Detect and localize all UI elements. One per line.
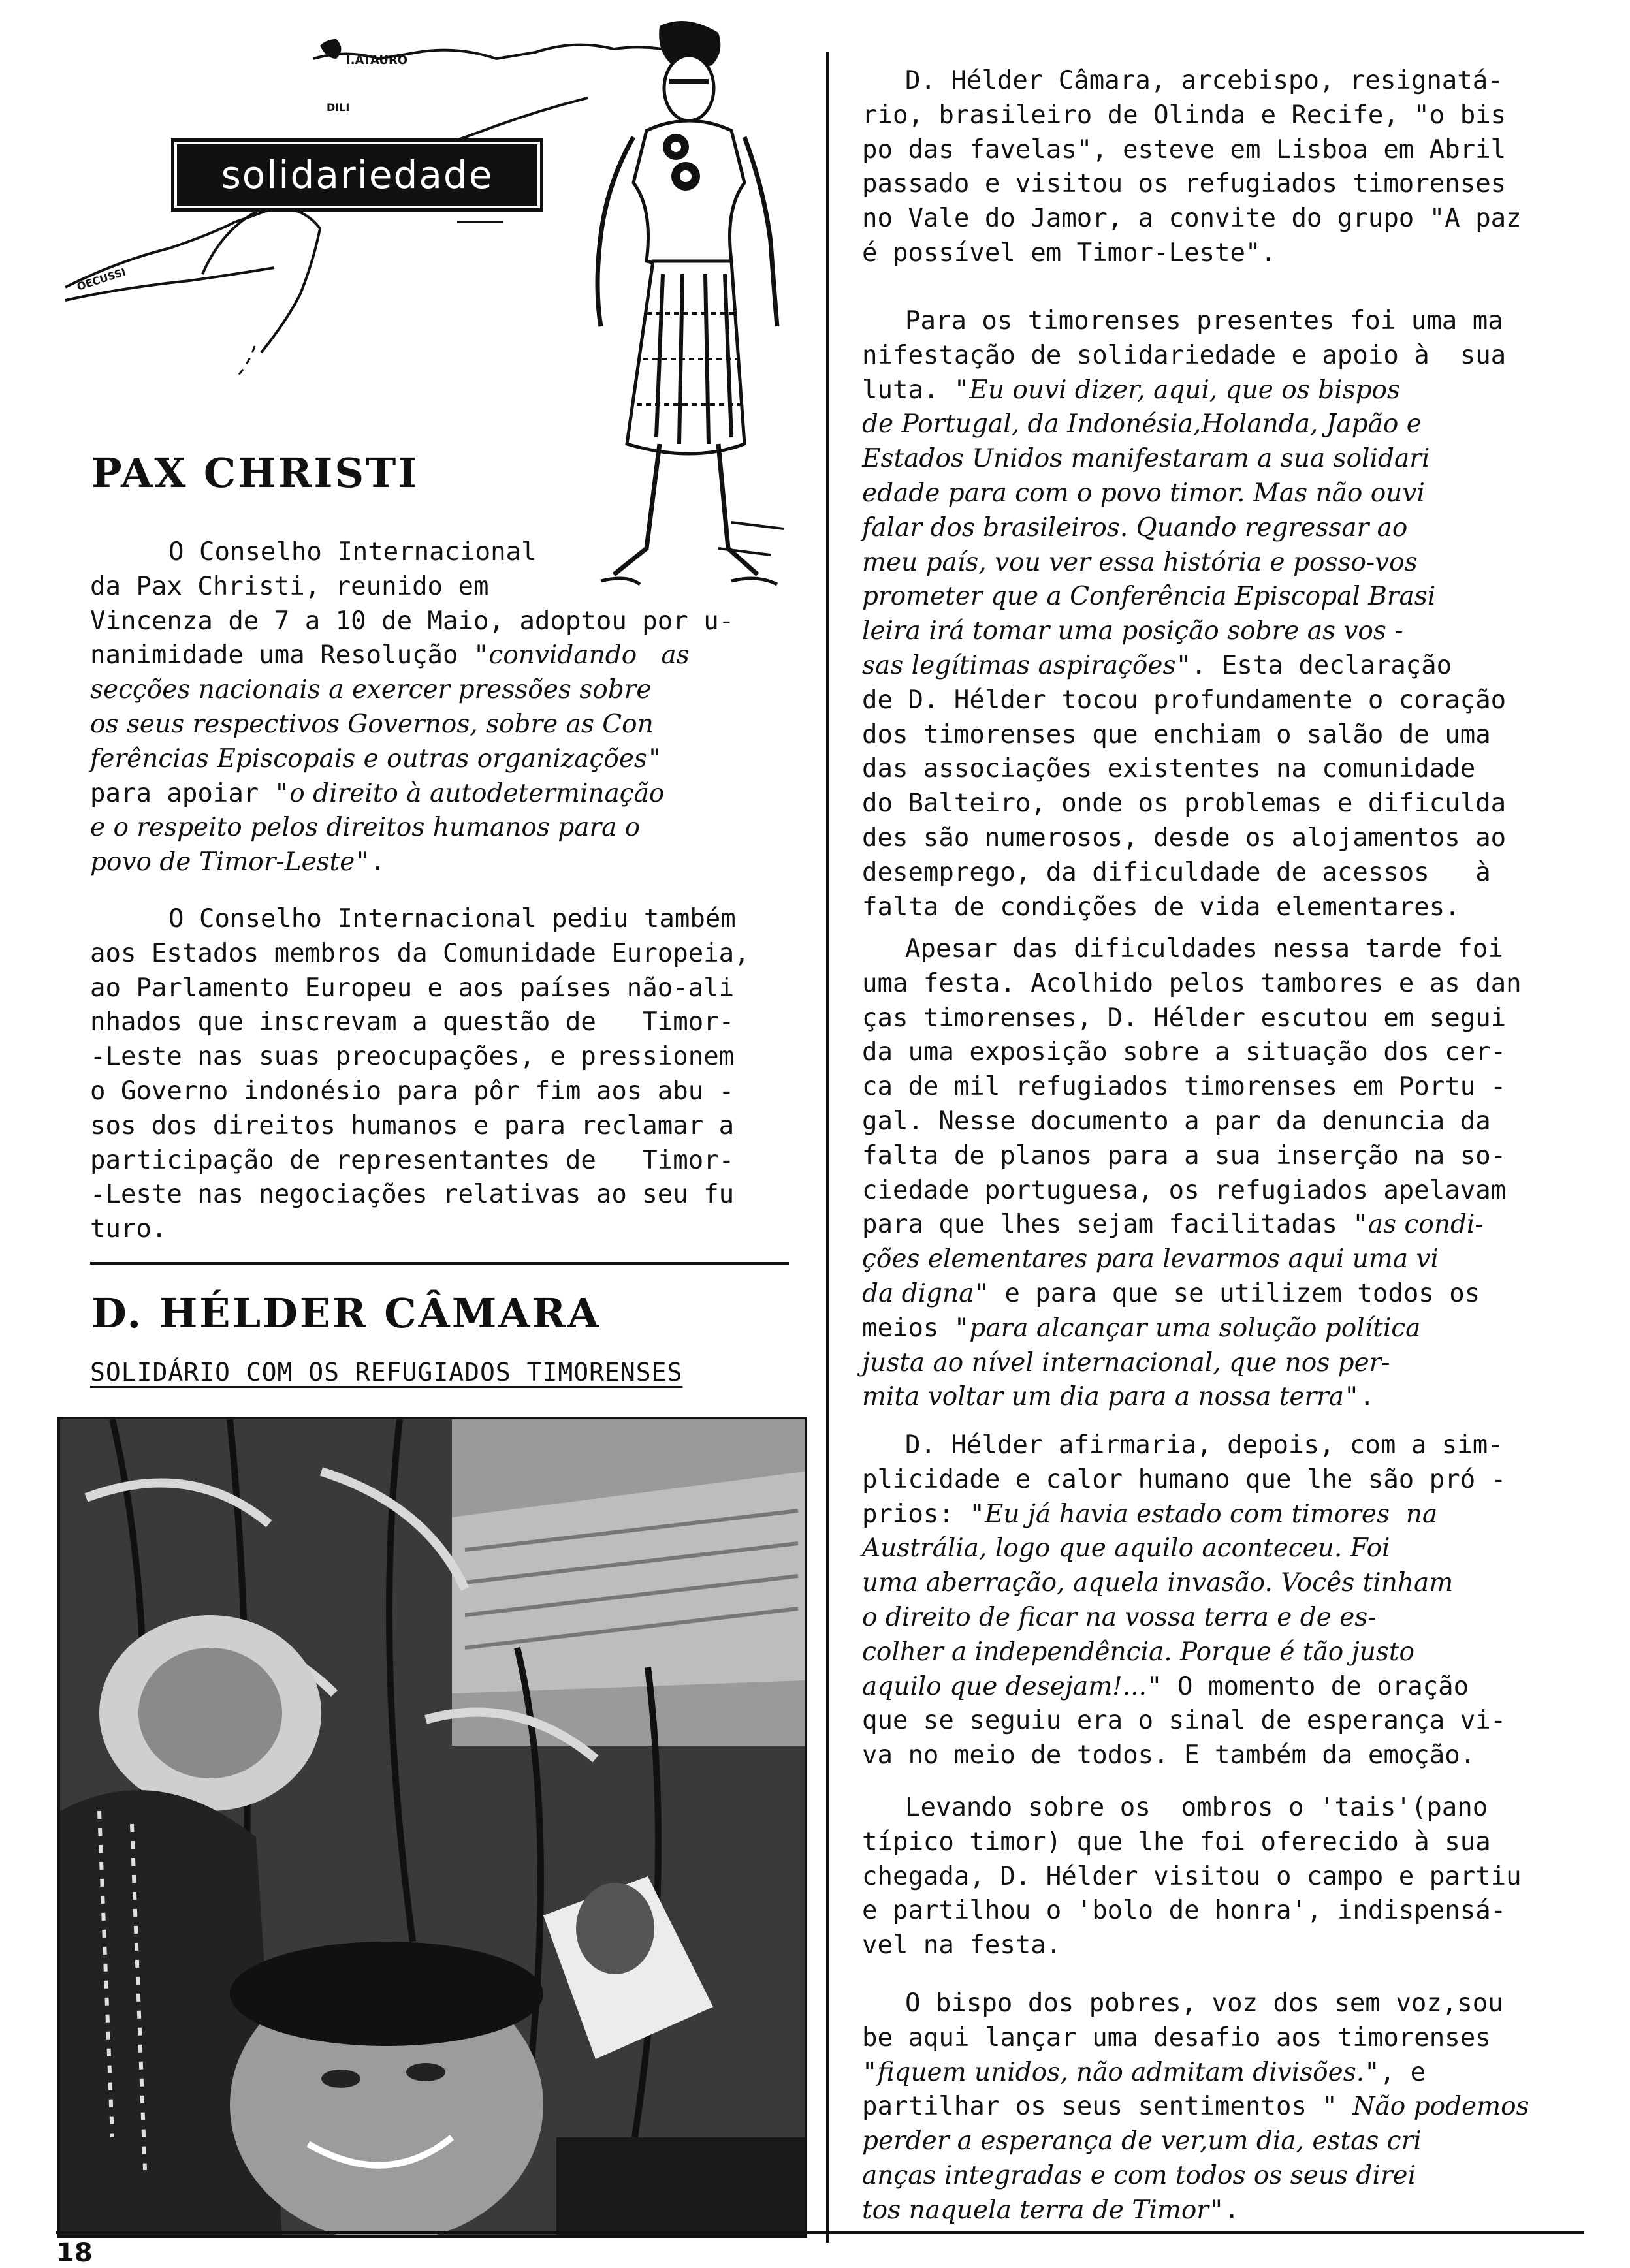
text-line: falta de planos para a sua inserção na so- [862,1141,1507,1171]
text-line: aos Estados membros da Comunidade Europeia, [90,938,750,968]
text-line: D. Hélder Câmara, arcebispo, resignatá- [905,66,1503,95]
text-line: ", e [1364,2057,1426,2087]
helder-camara-heading: D. HÉLDER CÂMARA [91,1289,601,1337]
quote-text: tos naquela terra de Timor [862,2195,1209,2225]
quote-text: Eu ouvi dizer, aqui, que os bispos [969,375,1401,405]
quote-text: ções elementares para levarmos aqui uma vi [862,1244,1439,1274]
text-line: O bispo dos pobres, voz dos sem voz,sou [905,1989,1503,2018]
quote-text: e o respeito pelos direitos humanos para o [90,813,641,843]
quote-text: o direito à autodeterminação [289,778,665,808]
text-line: ca de mil refugiados timorenses em Portu - [862,1072,1507,1102]
quote-text: povo de Timor-Leste [90,847,355,877]
quote-text: meu país, vou ver essa história e posso-vos [862,547,1418,577]
text-line: nanimidade uma Resolução " [90,640,489,670]
quote-text: prometer que a Conferência Episcopal Brasi [862,582,1436,612]
text-line: desemprego, da dificuldade de acessos à [862,857,1491,887]
map-label-atauro: I.ATAURO [346,54,408,67]
photo-refugees [57,1417,807,2238]
photo-scene-image [60,1419,805,2235]
text-line: gal. Nesse documento a par da denuncia da [862,1106,1491,1136]
text-line: prios: " [862,1499,985,1529]
quote-text: falar dos brasileiros. Quando regressar ao [862,512,1408,543]
pax-christi-paragraph-2 [90,902,750,1247]
quote-text: ferências Episcopais e outras organizações [90,744,647,774]
pax-christi-heading: PAX CHRISTI [91,449,419,497]
quote-text: Austrália, logo que aquilo aconteceu. Foi [862,1534,1390,1564]
text-line: Para os timorenses presentes foi uma ma [905,306,1503,336]
text-line: des são numerosos, desde os alojamentos ao [862,823,1507,853]
text-line: para que lhes sejam facilitadas " [862,1210,1368,1240]
text-line: ". [1344,1382,1375,1412]
text-line: ". Esta declaração [1175,650,1452,680]
text-line: meios " [862,1313,970,1343]
text-line: falta de condições de vida elementares. [862,892,1460,922]
column-divider [826,52,829,2243]
right-paragraph-6 [862,1987,1529,2228]
text-line: " [862,2057,878,2087]
quote-text: Não podemos [1352,2092,1529,2122]
quote-text: da digna [862,1278,974,1308]
quote-text: convidando as [488,640,690,670]
text-line: " [647,744,663,774]
text-line: O Conselho Internacional pediu também [168,904,736,934]
text-line: passado e visitou os refugiados timorenses [862,169,1507,199]
footer-rule [56,2231,1584,2234]
map-label-dili: DILI [327,101,350,114]
quote-text: anças integradas e com todos os seus direi [862,2160,1416,2190]
text-line: que se seguiu era o sinal de esperança vi- [862,1706,1507,1736]
right-paragraph-5 [862,1791,1522,1963]
page-number: 18 [56,2238,93,2268]
right-paragraph-3 [862,932,1522,1415]
text-line: -Leste nas suas preocupações, e pressionem [90,1042,735,1072]
right-paragraph-4 [862,1428,1506,1773]
text-line: é possível em Timor-Leste". [862,238,1276,268]
quote-text: de Portugal, da Indonésia,Holanda, Japão e [862,409,1422,439]
quote-text: Eu já havia estado com timores na [984,1499,1438,1529]
text-line: Apesar das dificuldades nessa tarde foi [905,934,1503,964]
text-line: plicidade e calor humano que lhe são pró - [862,1464,1507,1494]
text-line: ". [1208,2195,1239,2225]
text-line: uma festa. Acolhido pelos tambores e as dan [862,968,1522,998]
quote-text: secções nacionais a exercer pressões sobre [90,675,652,705]
right-paragraph-1 [862,64,1522,271]
text-line: be aqui lançar uma desafio aos timorenses [862,2023,1491,2053]
pax-christi-paragraph-1 [90,535,734,880]
text-line: das associações existentes na comunidade [862,754,1476,784]
text-line: ao Parlamento Europeu e aos países não-ali [90,973,735,1003]
text-line: o Governo indonésio para pôr fim aos abu - [90,1076,735,1106]
quote-text: aquilo que desejam!... [862,1671,1147,1701]
text-line: partilhar os seus sentimentos " [862,2092,1353,2122]
map-label-oecussi: OECUSSI [75,265,127,293]
text-line: ciedade portuguesa, os refugiados apelavam [862,1175,1507,1205]
quote-text: para alcançar uma solução política [969,1313,1421,1343]
text-line: D. Hélder afirmaria, depois, com a sim- [905,1430,1503,1460]
quote-text: as condi- [1367,1210,1484,1240]
text-line: vel na festa. [862,1930,1062,1961]
text-line: dos timorenses que enchiam o salão de uma [862,719,1491,749]
text-line: Vincenza de 7 a 10 de Maio, adoptou por u- [90,606,735,636]
quote-text: mita voltar um dia para a nossa terra [862,1382,1345,1412]
text-line: chegada, D. Hélder visitou o campo e partiu [862,1861,1522,1891]
text-line: ". [355,847,386,877]
section-divider [90,1262,789,1265]
quote-text: fiquem unidos, não admitam divisões. [877,2057,1365,2087]
text-line: po das favelas", esteve em Lisboa em Abril [862,134,1507,165]
text-line: da uma exposição sobre a situação dos cer- [862,1037,1507,1067]
text-line: O Conselho Internacional [168,537,537,567]
text-line: ças timorenses, D. Hélder escutou em segui [862,1003,1507,1033]
quote-text: Estados Unidos manifestaram a sua solidari [862,444,1430,474]
text-line: va no meio de todos. E também da emoção. [862,1740,1476,1771]
text-line: de D. Hélder tocou profundamente o coração [862,685,1507,715]
text-line: da Pax Christi, reunido em [90,571,489,601]
quote-text: colher a independência. Porque é tão justo [862,1637,1415,1667]
text-line: do Balteiro, onde os problemas e dificulda [862,789,1507,819]
text-line: típico timor) que lhe foi oferecido à sua [862,1827,1491,1857]
text-line: Levando sobre os ombros o 'tais'(pano [905,1793,1488,1822]
quote-text: justa ao nível internacional, que nos per- [862,1347,1390,1378]
warrior-figure-icon [598,21,784,584]
text-line: nifestação de solidariedade e apoio à sua [862,340,1507,370]
text-line: -Leste nas negociações relativas ao seu fu [90,1180,735,1210]
quote-text: o direito de ficar na vossa terra e de es- [862,1602,1377,1632]
text-line: rio, brasileiro de Olinda e Recife, "o bis [862,100,1507,130]
quote-text: uma aberração, aquela invasão. Vocês tinham [862,1568,1454,1598]
text-line: " O momento de oração [1147,1671,1469,1701]
quote-text: sas legítimas aspirações [862,650,1176,680]
text-line: no Vale do Jamor, a convite do grupo "A paz [862,204,1522,234]
helder-camara-subtitle: SOLIDÁRIO COM OS REFUGIADOS TIMORENSES [90,1358,683,1387]
map-and-figure-illustration [39,13,797,601]
text-line: para apoiar " [90,778,290,808]
solidariedade-banner: solidariedade [171,138,543,212]
text-line: luta. " [862,375,970,405]
text-line: turo. [90,1214,167,1244]
quote-text: os seus respectivos Governos, sobre as Con [90,709,654,739]
text-line: participação de representantes de Timor- [90,1145,735,1175]
right-paragraph-2 [862,304,1506,924]
quote-text: leira irá tomar uma posição sobre as vos - [862,616,1403,646]
text-line: e partilhou o 'bolo de honra', indispensá- [862,1896,1507,1926]
quote-text: edade para com o povo timor. Mas não ouvi [862,478,1425,508]
quote-text: perder a esperança de ver,um dia, estas cri [862,2126,1422,2156]
text-line: " e para que se utilizem todos os [974,1278,1480,1308]
text-line: nhados que inscrevam a questão de Timor- [90,1007,735,1037]
text-line: sos dos direitos humanos e para reclamar a [90,1110,735,1141]
